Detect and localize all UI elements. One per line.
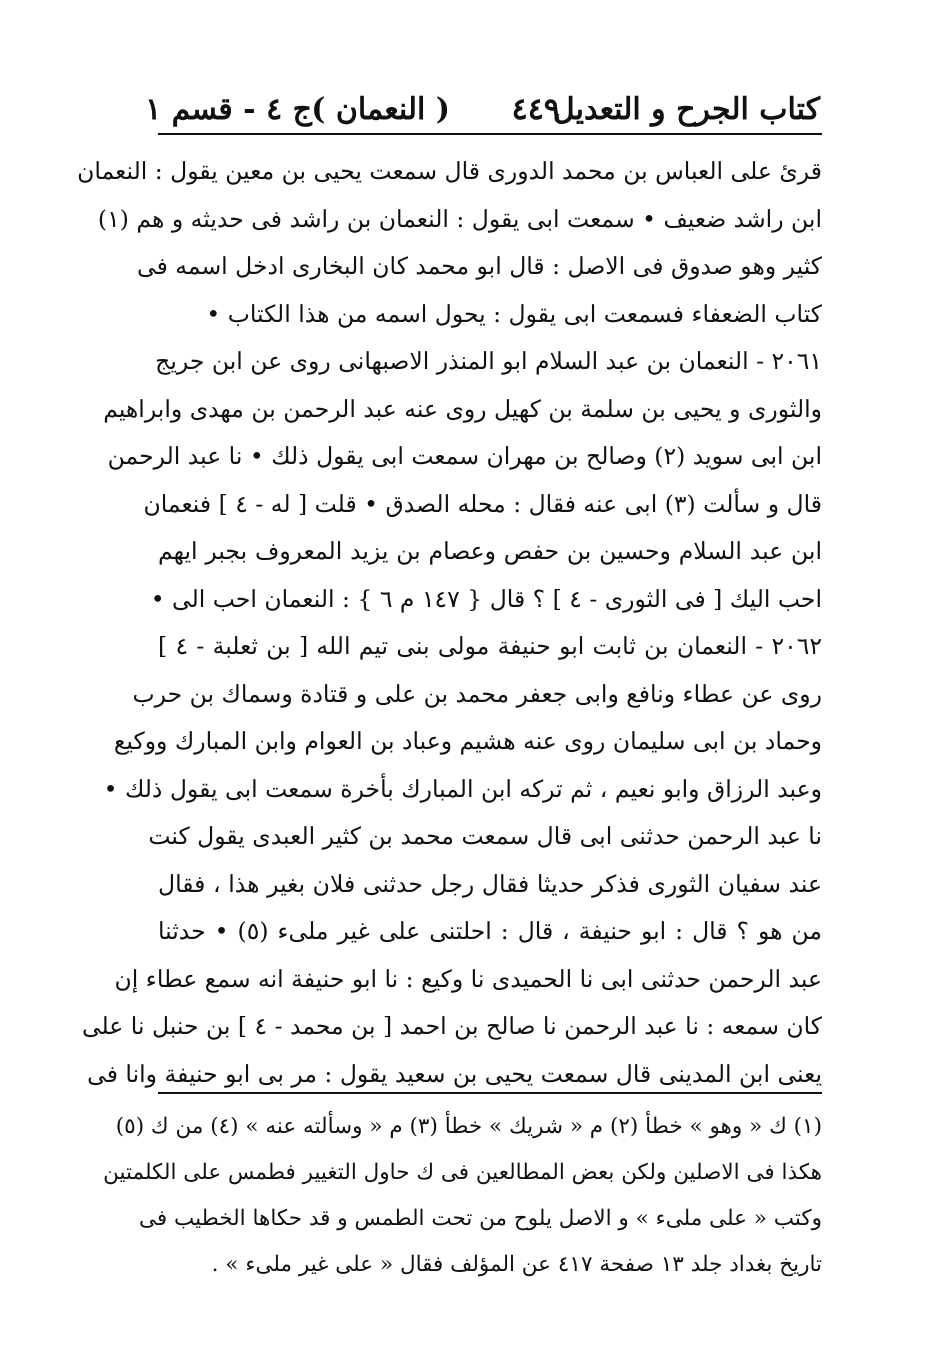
text-line: وحماد بن ابى سليمان روى عنه هشيم وعباد بن العوام وابن المبارك ووكيع <box>113 727 822 755</box>
footnote-line: تاريخ بغداد جلد ١٣ صفحة ٤١٧ عن المؤلف فقال « على غير ملىء » . <box>211 1252 822 1277</box>
footnote-divider <box>158 1092 822 1094</box>
page-number: ٤٤٩ <box>511 92 560 127</box>
footnotes <box>103 1104 822 1288</box>
text-line: كتاب الضعفاء فسمعت ابى يقول : يحول اسمه من هذا الكتاب • <box>206 299 822 328</box>
text-line: من هو ؟ قال : ابو حنيفة ، قال : احلتنى على غير ملىء (٥) • حدثنا <box>158 917 823 945</box>
volume-label: ج ٤ - قسم ١ <box>145 92 312 127</box>
text-line: عبد الرحمن حدثنى ابى نا الحميدى نا وكيع : نا ابو حنيفة انه سمع عطاء إن <box>114 964 822 993</box>
text-line: ابن راشد ضعيف • سمعت ابى يقول : النعمان بن راشد فى حديثه و هم (١) <box>97 204 822 233</box>
text-line: احب اليك [ فى الثورى - ٤ ] ؟ قال { ١٤٧ م ٦ } : النعمان احب الى • <box>150 584 822 613</box>
text-line: ابن ابى سويد (٢) وصالح بن مهران سمعت ابى يقول ذلك • نا عبد الرحمن <box>107 442 822 470</box>
text-line: وعبد الرزاق وابو نعيم ، ثم تركه ابن المبارك بأخرة سمعت ابى يقول ذلك • <box>103 774 822 803</box>
footnote-line: وكتب « على ملىء » و الاصل يلوح من تحت الطمس و قد حكاها الخطيب فى <box>138 1206 822 1231</box>
text-line: روى عن عطاء ونافع وابى جعفر محمد بن على و قتادة وسماك بن حرب <box>132 679 822 708</box>
text-line: نا عبد الرحمن حدثنى ابى قال سمعت محمد بن كثير العبدى يقول كنت <box>148 822 822 850</box>
entry-2061-heading: ٢٠٦١ - النعمان بن عبد السلام ابو المنذر الاصبهانى روى عن ابن جريج <box>155 347 822 375</box>
main-text <box>77 148 823 1098</box>
text-line: كان سمعه : نا عبد الرحمن نا صالح بن احمد [ بن محمد - ٤ ] بن حنبل نا على <box>81 1012 822 1040</box>
footnote-line: هكذا فى الاصلين ولكن بعض المطالعين فى ك حاول التغيير فطمس على الكلمتين <box>103 1160 822 1185</box>
footnote-line: (١) ك « وهو » خطأ (٢) م « شريك » خطأ (٣) م « وسألته عنه » (٤) من ك (٥) <box>115 1114 822 1139</box>
book-title: كتاب الجرح و التعديل <box>552 92 820 127</box>
header-divider <box>158 133 822 135</box>
text-line: يعنى ابن المدينى قال سمعت يحيى بن سعيد يقول : مر بى ابو حنيفة وانا فى <box>87 1059 822 1088</box>
text-line: والثورى و يحيى بن سلمة بن كهيل روى عنه عبد الرحمن بن مهدى وابراهيم <box>103 394 822 423</box>
text-line: كثير وهو صدوق فى الاصل : قال ابو محمد كان البخارى ادخل اسمه فى <box>137 252 822 280</box>
entry-name: ( النعمان ) <box>311 92 450 127</box>
text-line: قال و سألت (٣) ابى عنه فقال : محله الصدق • قلت [ له - ٤ ] فنعمان <box>143 489 822 518</box>
entry-2062-heading: ٢٠٦٢ - النعمان بن ثابت ابو حنيفة مولى بنى تيم الله [ بن ثعلبة - ٤ ] <box>158 632 823 660</box>
text-line: قرئ على العباس بن محمد الدورى قال سمعت يحيى بن معين يقول : النعمان <box>77 157 822 185</box>
text-line: عند سفيان الثورى فذكر حديثا فقال رجل حدثنى فلان بغير هذا ، فقال <box>158 869 822 898</box>
running-header <box>145 88 820 132</box>
text-line: ابن عبد السلام وحسين بن حفص وعصام بن يزيد المعروف بجبر ايهم <box>158 537 822 565</box>
